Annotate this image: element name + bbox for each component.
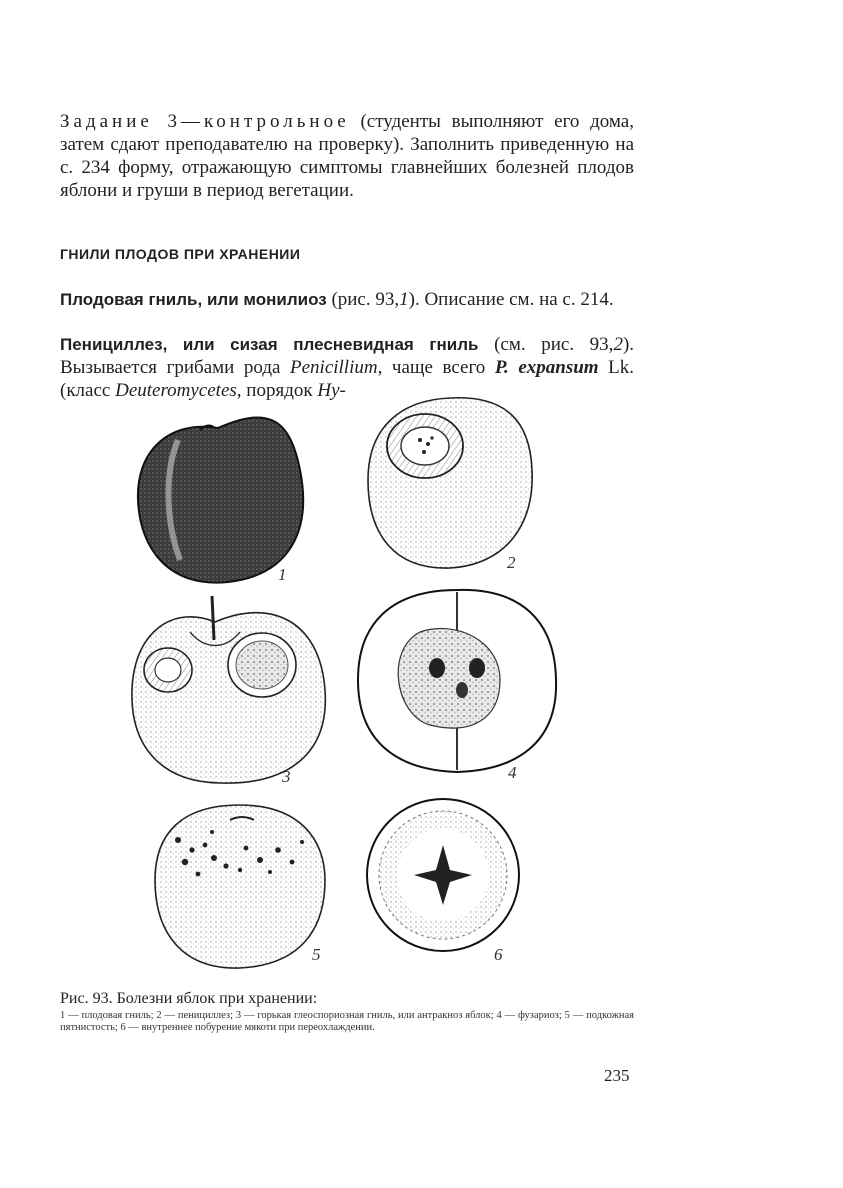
caption-body: 1 — плодовая гниль; 2 — пенициллез; 3 — горькая глеоспориозная гниль, или антракноз яблок; 4 — фузариоз; 5 — подкожная пятнистость; 6 — внутреннее побурение мякоти при переохлаждении. <box>60 1010 634 1033</box>
apple-2-drawing <box>368 398 532 568</box>
apple-4-drawing <box>358 590 556 772</box>
ref-text-end: ). Описание см. на с. 214. <box>408 289 614 310</box>
caption-title: Рис. 93. Болезни яблок при хранении: <box>60 990 318 1007</box>
figure-label-3: 3 <box>282 767 291 786</box>
genus-name: Penicillium <box>290 357 378 378</box>
figure-label-1: 1 <box>278 565 287 584</box>
figure-label-6: 6 <box>494 945 503 964</box>
ref-text: (рис. 93, <box>326 289 400 310</box>
text-1: (см. рис. 93, <box>478 334 614 355</box>
order-name: Hy- <box>317 380 346 401</box>
apple-3-drawing <box>132 596 325 783</box>
task-text: (студенты выполняют его дома, затем сдают преподавателю на проверку). Заполнить приведенную на с. 234 форму, отражающую симптомы главнейших болезней плодов яблони и груши в период вегетации. <box>60 111 634 201</box>
apple-1-drawing <box>138 417 303 582</box>
text-2: ). Вызывается грибами рода <box>60 334 635 378</box>
figure-label-2: 2 <box>507 553 516 572</box>
apple-6-drawing <box>367 799 519 951</box>
text-5: , порядок <box>236 380 318 401</box>
task-lead: Задание 3—контрольное <box>60 111 350 132</box>
term-penicillosis: Пенициллез, или сизая плесневидная гниль <box>60 335 479 354</box>
term-moniliosis: Плодовая гниль, или монилиоз <box>60 290 327 309</box>
figure-label-4: 4 <box>508 763 517 782</box>
apple-5-drawing <box>155 805 325 968</box>
page-number: 235 <box>604 1066 630 1085</box>
ref-number: 2 <box>613 334 623 355</box>
class-name: Deuteromycetes <box>115 380 237 401</box>
text-4: Lk. (класс <box>60 357 634 401</box>
species-name: P. expansum <box>494 357 599 378</box>
figure-label-5: 5 <box>312 945 321 964</box>
text-3: , чаще всего <box>377 357 495 378</box>
ref-number: 1 <box>399 289 409 310</box>
section-heading: ГНИЛИ ПЛОДОВ ПРИ ХРАНЕНИИ <box>60 246 301 262</box>
